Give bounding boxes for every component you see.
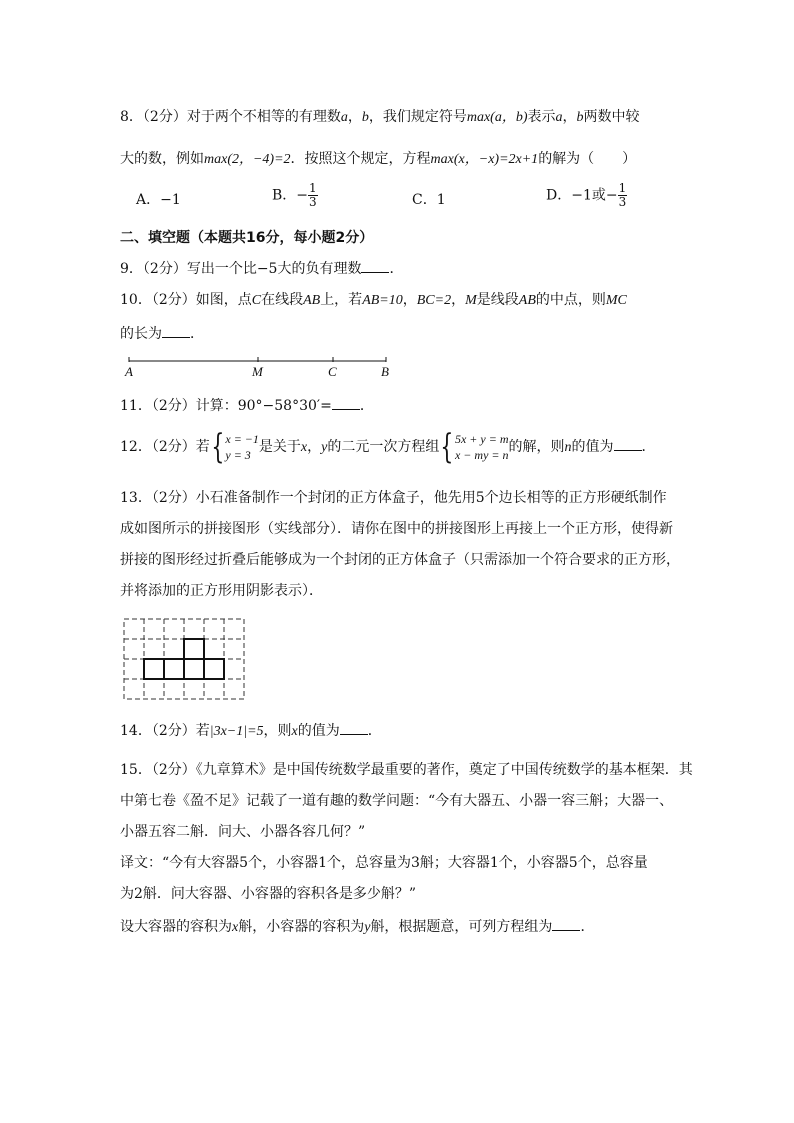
q10-line1: 10．（2分）如图，点C在线段AB上，若AB=10，BC=2，M是线段AB的中点，则MC	[120, 292, 627, 308]
cube-net-grid	[120, 615, 248, 701]
q13-line2: 成如图所示的拼接图形（实线部分）．请你在图中的拼接图形上再接上一个正方形，使得新	[120, 521, 673, 537]
answer-blank	[552, 916, 580, 931]
q13-line4: 并将添加的正方形用阴影表示）．	[120, 583, 323, 599]
fraction: $\frac{1}{3}$	[309, 181, 317, 209]
q11: 11．（2分）计算：90°−58°30′= ．	[120, 395, 374, 416]
q8-line2: 大的数，例如max(2，−4)=2．按照这个规定，方程max(x，−x)=2x+1的解为（ ）	[120, 151, 637, 167]
solid-net	[144, 639, 224, 679]
q8-option-c: C．1	[412, 192, 446, 208]
brace: {	[440, 427, 454, 467]
label-b: B	[381, 364, 389, 379]
solution-system: x = −1 y = 3	[225, 432, 259, 462]
answer-blank	[340, 720, 368, 735]
q15-line4: 译文：“今有大容器5个，小容器1个，总容量为3斛；大容器1个，小容器5个，总容量	[120, 855, 648, 871]
q15-line3: 小器五容二斛．问大、小器各容几何？”	[120, 824, 366, 840]
q15-line5: 为2斛．问大容器、小容器的容积各是多少斛？”	[120, 886, 417, 902]
q9: 9．（2分）写出一个比−5大的负有理数 ．	[120, 258, 403, 279]
label-m: M	[252, 364, 263, 379]
q8-number: 8．（2分）对于两个不相等的有理数	[120, 109, 341, 125]
q8-option-a: A．−1	[136, 192, 181, 208]
answer-blank	[332, 395, 360, 410]
q8-line1: 8．（2分）对于两个不相等的有理数a，b，我们规定符号max(a，b)表示a，b两数中较	[120, 109, 640, 125]
q15-line2: 中第七卷《盈不足》记载了一道有趣的数学问题：“今有大器五、小器一容三斛；大器一、	[120, 793, 674, 809]
q15-line6: 设大容器的容积为x斛，小容器的容积为y斛，根据题意，可列方程组为 ．	[120, 916, 594, 938]
q14: 14．（2分）若|3x−1|=5，则x的值为 ．	[120, 720, 382, 742]
q8-option-b: B．− $\frac{1}{3}$	[272, 181, 317, 209]
q8-option-d: D．−1或− $\frac{1}{3}$	[546, 181, 627, 209]
answer-blank	[162, 323, 190, 338]
fraction: $\frac{1}{3}$	[618, 181, 627, 209]
q13-line3: 拼接的图形经过折叠后能够成为一个封闭的正方体盒子（只需添加一个符合要求的正方形，	[120, 552, 680, 568]
equation-system: 5x + y = m x − my = n	[454, 432, 509, 462]
answer-blank	[361, 258, 389, 273]
q12: 12．（2分）若{ x = −1 y = 3 是关于x，y的二元一次方程组{ 5x + y = m x − my = n 的解，则n的值为 ．	[120, 427, 656, 467]
q10-line2: 的长为 ．	[120, 323, 204, 344]
answer-blank	[614, 436, 642, 451]
section-heading: 二、填空题（本题共16分，每小题2分）	[120, 230, 374, 246]
brace: {	[211, 427, 225, 467]
segment-figure	[120, 354, 400, 380]
q13-line1: 13．（2分）小石准备制作一个封闭的正方体盒子，他先用5个边长相等的正方形硬纸制作	[120, 490, 667, 506]
label-c: C	[328, 364, 337, 379]
q15-line1: 15．（2分）《九章算术》是中国传统数学最重要的著作，奠定了中国传统数学的基本框架．其	[120, 762, 693, 778]
label-a: A	[125, 364, 133, 379]
